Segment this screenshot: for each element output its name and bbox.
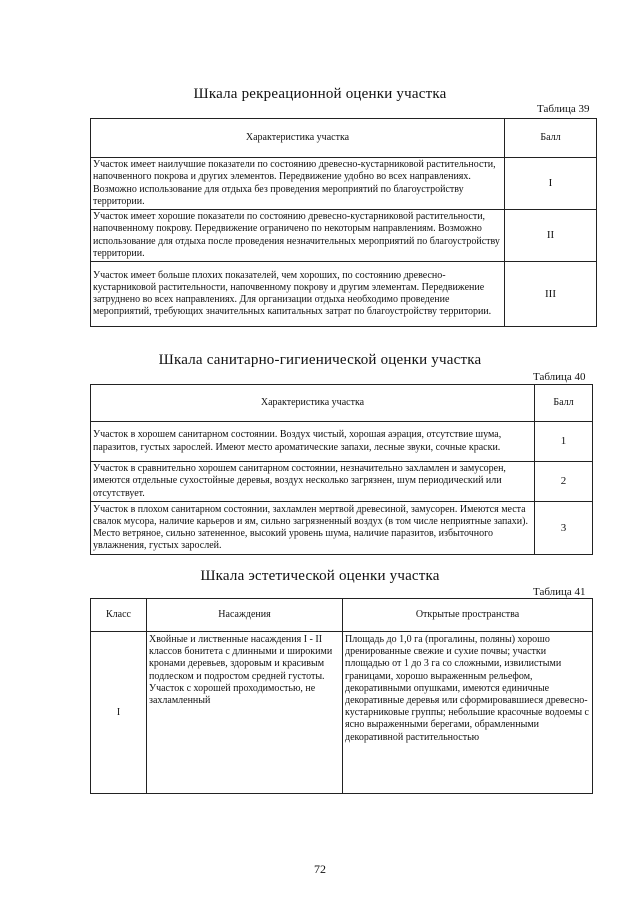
row-score: III — [505, 262, 597, 327]
table-header-row — [91, 119, 597, 158]
table-row — [91, 632, 593, 794]
header-characteristic: Характеристика участка — [91, 119, 505, 158]
row-characteristic: Участок имеет наилучшие показатели по состоянию древесно-кустарниковой растительности, напочвенного покрова и других элементов. Передвижение удобно во всех направлениях. Возможно использование для отдыха без проведения мероприятий по благоустройству территории. — [91, 158, 505, 210]
row-characteristic: Участок в хорошем санитарном состоянии. Воздух чистый, хорошая аэрация, отсутствие шума, паразитов, густых зарослей. Имеют место ароматические запахи, лесные звуки, сочные краски. — [91, 422, 535, 462]
table40-number: Таблица 40 — [533, 371, 586, 383]
row-plantings: Хвойные и лиственные насаждения I - II классов бонитета с длинными и широкими кронами деревьев, здоровым и красивым подлеском и подростом средней густоты. Участок с хорошей проходимостью, не захламленный — [147, 632, 343, 794]
table-row — [91, 262, 597, 327]
table-row — [91, 158, 597, 210]
header-plantings: Насаждения — [147, 599, 343, 632]
row-score: I — [505, 158, 597, 210]
table39 — [90, 118, 597, 327]
page-number: 72 — [314, 862, 326, 876]
table41-number: Таблица 41 — [533, 586, 586, 598]
row-open-spaces: Площадь до 1,0 га (прогалины, поляны) хорошо дренированные свежие и сухие почвы; участки площадью от 1 до 3 га со сложными, извилистыми границами, хорошо выраженным рельефом, декоративными опушками, имеются единичные декоративные деревья или сформировавшиеся древесно-кустарниковые группы; небольшие красочные водоемы с ясно выраженными берегами, обрамленными декоративной растительностью — [343, 632, 593, 794]
table-header-row — [91, 385, 593, 422]
table39-title: Шкала рекреационной оценки участка — [193, 86, 447, 102]
table-row — [91, 422, 593, 462]
row-score: 1 — [535, 422, 593, 462]
header-class: Класс — [91, 599, 147, 632]
row-characteristic: Участок в сравнительно хорошем санитарном состоянии, незначительно захламлен и замусорен, имеются отдельные сухостойные деревья, воздух несколько загрязнен, шум периодический или отсутствует. — [91, 462, 535, 502]
table41 — [90, 598, 593, 794]
row-score: 3 — [535, 502, 593, 555]
header-score: Балл — [505, 119, 597, 158]
table-row — [91, 210, 597, 262]
table39-number: Таблица 39 — [537, 103, 590, 115]
row-score: 2 — [535, 462, 593, 502]
table40-title: Шкала санитарно-гигиенической оценки участка — [158, 352, 482, 368]
row-characteristic: Участок в плохом санитарном состоянии, захламлен мертвой древесиной, замусорен. Имеются места свалок мусора, наличие карьеров и ям, сильно загрязненный воздух (в том числе неприятные запахи). Место ветряное, сильно затененное, высокий уровень шума, наличие паразитов, избыточного увлажнения, густых зарослей. — [91, 502, 535, 555]
row-characteristic: Участок имеет хорошие показатели по состоянию древесно-кустарниковой растительности, напочвенному покрову. Передвижение ограничено по некоторым направлениям. Возможно использование для отдыха после проведения незначительных мероприятий по благоустройству территории. — [91, 210, 505, 262]
table41-title: Шкала эстетической оценки участка — [200, 568, 440, 584]
row-characteristic: Участок имеет больше плохих показателей, чем хороших, по состоянию древесно-кустарниковой растительности, напочвенному покрову и другим элементам. Передвижение затруднено во всех направлениях. Для организации отдыха необходимо проведение мероприятий, требующих значительных капитальных затрат по благоустройству территории. — [91, 262, 505, 327]
header-open-spaces: Открытые пространства — [343, 599, 593, 632]
header-score: Балл — [535, 385, 593, 422]
table-row — [91, 502, 593, 555]
table-header-row — [91, 599, 593, 632]
table-row — [91, 462, 593, 502]
header-characteristic: Характеристика участка — [91, 385, 535, 422]
row-class: I — [91, 632, 147, 794]
table40 — [90, 384, 593, 555]
row-score: II — [505, 210, 597, 262]
